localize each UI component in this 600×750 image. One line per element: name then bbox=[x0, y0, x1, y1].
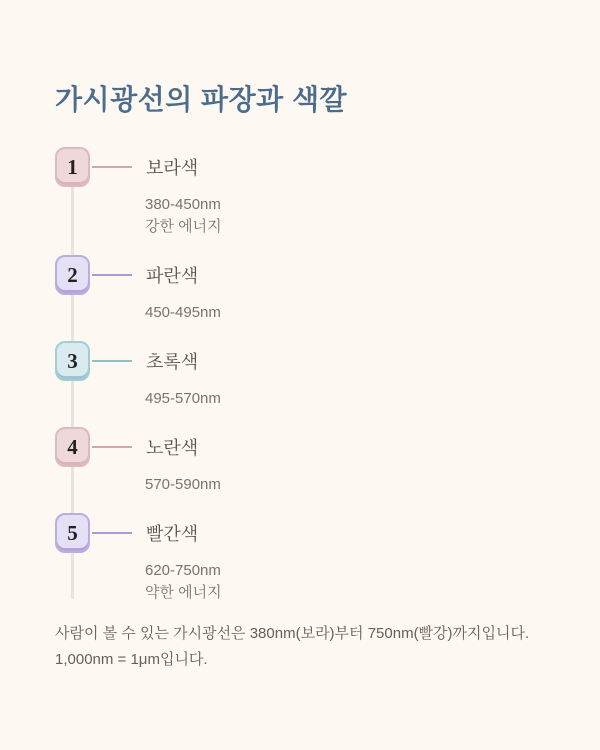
item-wavelength: 495-570nm bbox=[145, 390, 221, 407]
timeline-node bbox=[55, 341, 90, 381]
node-number: 3 bbox=[67, 348, 78, 373]
footer-line-1: 사람이 볼 수 있는 가시광선은 380nm(보라)부터 750nm(빨강)까지입니다. bbox=[55, 625, 530, 642]
connector-line bbox=[92, 532, 132, 534]
item-row bbox=[55, 147, 555, 187]
timeline-node bbox=[55, 147, 90, 187]
item-label: 노란색 bbox=[146, 438, 199, 458]
item-details bbox=[145, 194, 555, 238]
item-row bbox=[55, 427, 555, 467]
item-label: 빨간색 bbox=[146, 524, 199, 544]
timeline-item-3 bbox=[55, 341, 555, 410]
connector-line bbox=[92, 166, 132, 168]
timeline-item-5 bbox=[55, 513, 555, 604]
item-label: 파란색 bbox=[146, 266, 199, 286]
node-number: 2 bbox=[67, 262, 78, 287]
item-row bbox=[55, 255, 555, 295]
connector-line bbox=[92, 446, 132, 448]
item-details bbox=[145, 388, 555, 410]
item-details bbox=[145, 474, 555, 496]
item-wavelength: 570-590nm bbox=[145, 476, 221, 493]
timeline-item-4 bbox=[55, 427, 555, 496]
footer-line-2: 1,000nm = 1μm입니다. bbox=[55, 651, 208, 668]
timeline-node bbox=[55, 427, 90, 467]
timeline-node bbox=[55, 255, 90, 295]
item-row bbox=[55, 341, 555, 381]
item-details bbox=[145, 560, 555, 604]
timeline-item-2 bbox=[55, 255, 555, 324]
item-label: 보라색 bbox=[146, 158, 199, 178]
item-wavelength: 380-450nm bbox=[145, 196, 221, 213]
node-number: 5 bbox=[67, 520, 78, 545]
item-row bbox=[55, 513, 555, 553]
node-number: 1 bbox=[67, 154, 78, 179]
item-wavelength: 450-495nm bbox=[145, 304, 221, 321]
node-number: 4 bbox=[67, 434, 78, 459]
timeline-item-1 bbox=[55, 147, 555, 238]
timeline-node bbox=[55, 513, 90, 553]
item-wavelength: 620-750nm bbox=[145, 562, 221, 579]
footer bbox=[55, 621, 555, 673]
timeline bbox=[55, 147, 555, 604]
connector-line bbox=[92, 360, 132, 362]
item-note: 약한 에너지 bbox=[145, 584, 222, 601]
item-label: 초록색 bbox=[146, 352, 199, 372]
page-title: 가시광선의 파장과 색깔 bbox=[55, 84, 348, 115]
item-note: 강한 에너지 bbox=[145, 218, 222, 235]
item-details bbox=[145, 302, 555, 324]
connector-line bbox=[92, 274, 132, 276]
